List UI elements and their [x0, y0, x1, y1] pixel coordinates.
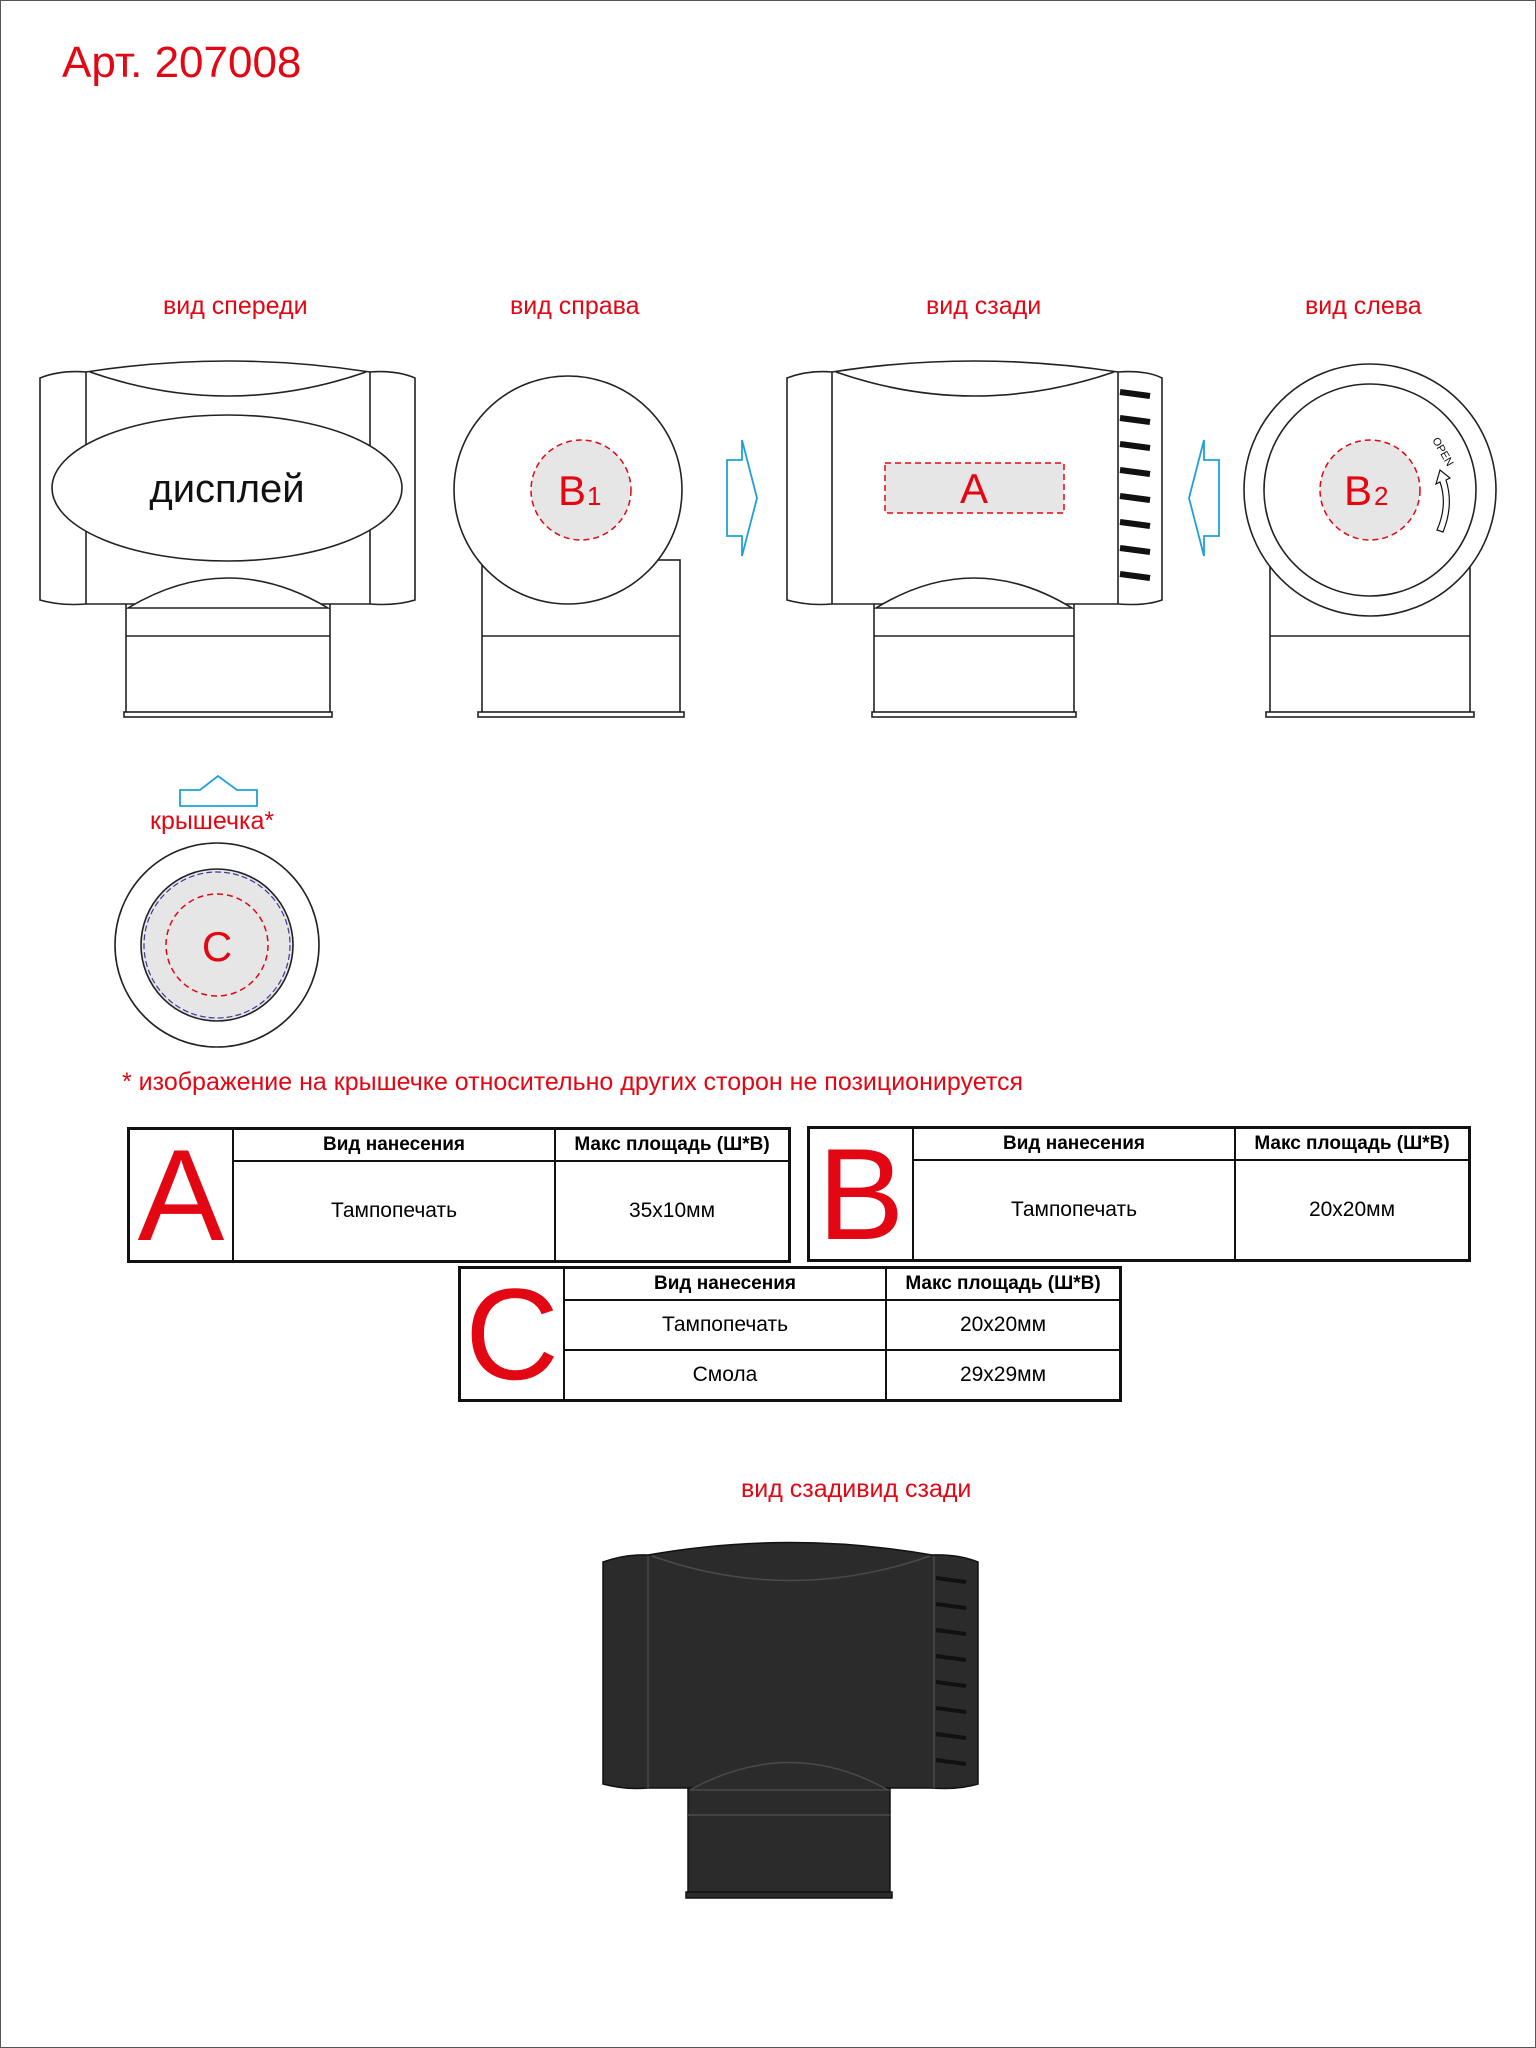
- display-label: дисплей: [149, 467, 305, 511]
- table-b-head-area: Макс площадь (Ш*В): [1235, 1128, 1470, 1161]
- arrow-up-icon: [180, 776, 257, 806]
- table-c-head-method: Вид нанесения: [564, 1268, 886, 1301]
- front-view-drawing: [40, 361, 415, 717]
- label-right-view: вид справа: [510, 292, 640, 320]
- label-front-view: вид спереди: [163, 292, 308, 320]
- zone-c-letter: C: [201, 923, 233, 970]
- spec-table-a: [127, 1122, 791, 1268]
- table-b-area: 20x20мм: [1235, 1160, 1470, 1261]
- table-b-letter: B: [809, 1128, 914, 1261]
- product-base: [688, 1785, 890, 1897]
- table-c-method-1: Тампопечать: [564, 1300, 886, 1350]
- arrow-right-icon: [727, 440, 757, 556]
- label-back-view: вид сзади: [926, 292, 1042, 320]
- table-b-head-method: Вид нанесения: [913, 1128, 1235, 1161]
- table-c-area-2: 29x29мм: [886, 1350, 1121, 1401]
- zone-b1-letter: B: [558, 467, 587, 514]
- table-c-method-2: Смола: [564, 1350, 886, 1401]
- front-base: [126, 598, 330, 716]
- zone-b2-sub: 2: [1374, 481, 1389, 511]
- product-back-photo: [603, 1543, 978, 1899]
- table-a-method: Тампопечать: [233, 1161, 555, 1262]
- table-a-letter: A: [129, 1129, 234, 1262]
- table-a-head-method: Вид нанесения: [233, 1129, 555, 1162]
- label-back-view-bottom: вид сзадивид сзади: [741, 1475, 972, 1503]
- open-label: OPEN: [1429, 435, 1456, 469]
- cap-label: крышечка*: [150, 807, 275, 835]
- table-c-letter: C: [460, 1268, 565, 1401]
- front-base-foot: [124, 712, 332, 717]
- back-view-drawing: [787, 361, 1162, 717]
- right-view-drawing: [454, 376, 684, 717]
- table-a-head-area: Макс площадь (Ш*В): [555, 1129, 790, 1162]
- zone-b2-letter: B: [1344, 467, 1373, 514]
- table-c-area-1: 20x20мм: [886, 1300, 1121, 1350]
- zone-a-letter: A: [959, 465, 989, 512]
- label-left-view: вид слева: [1305, 292, 1422, 320]
- cap-note: * изображение на крышечке относительно других сторон не позиционируется: [122, 1068, 1023, 1096]
- table-c-head-area: Макс площадь (Ш*В): [886, 1268, 1121, 1301]
- arrow-left-icon: [1189, 440, 1219, 556]
- spec-table-b: [807, 1121, 1471, 1267]
- article-title: Арт. 207008: [62, 38, 302, 87]
- product-body: [603, 1543, 978, 1789]
- zone-b1-sub: 1: [587, 481, 602, 511]
- left-view-drawing: [1244, 364, 1496, 717]
- table-b-method: Тампопечать: [913, 1160, 1235, 1261]
- table-a-area: 35x10мм: [555, 1161, 790, 1262]
- spec-table-c: [458, 1261, 1122, 1407]
